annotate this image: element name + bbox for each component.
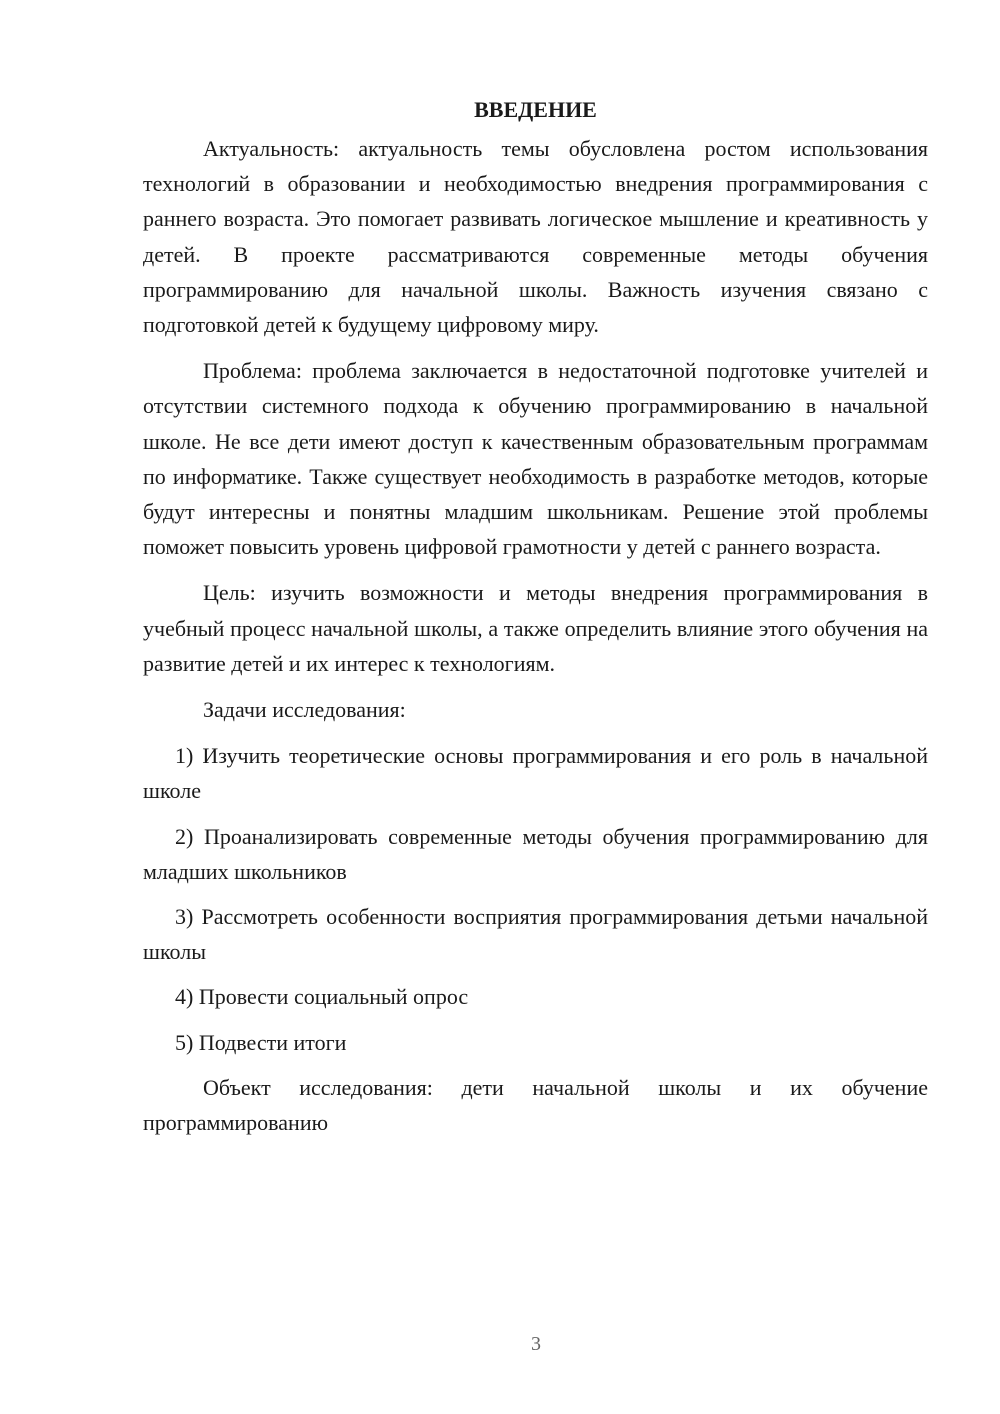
task-item-5: 5) Подвести итоги xyxy=(175,1029,347,1055)
tasks-list xyxy=(143,738,928,1060)
page-number: 3 xyxy=(531,1333,541,1355)
page-title: ВВЕДЕНИЕ xyxy=(474,97,597,122)
tasks-heading: Задачи исследования: xyxy=(203,697,406,723)
document-page xyxy=(143,92,928,1151)
relevance-paragraph: Актуальность: актуальность темы обусловлена ростом использования технологий в образовании и необходимостью внедрения программирования с раннего возраста. Это помогает развивать логическое мышление и креативность у детей. В проекте рассматриваются современные методы обучения программированию для начальной школы. Важность изучения связано с подготовкой детей к будущему цифровому миру. xyxy=(143,136,928,338)
task-item-2: 2) Проанализировать современные методы обучения программированию для младших школьников xyxy=(143,823,928,884)
problem-paragraph: Проблема: проблема заключается в недостаточной подготовке учителей и отсутствии системного подхода к обучению программированию в начальной школе. Не все дети имеют доступ к качественным образовательным программам по информатике. Также существует необходимость в разработке методов, которые будут интересны и понятны младшим школьникам. Решение этой проблемы поможет повысить уровень цифровой грамотности у детей с раннего возраста. xyxy=(143,358,928,560)
object-paragraph: Объект исследования: дети начальной школы и их обучение программированию xyxy=(143,1074,928,1136)
task-item-1: 1) Изучить теоретические основы программирования и его роль в начальной школе xyxy=(143,743,928,804)
goal-paragraph: Цель: изучить возможности и методы внедрения программирования в учебный процесс начальной школы, а также определить влияние этого обучения на развитие детей и их интерес к технологиям. xyxy=(143,580,928,676)
task-item-4: 4) Провести социальный опрос xyxy=(175,984,469,1010)
task-item-3: 3) Рассмотреть особенности восприятия программирования детьми начальной школы xyxy=(143,904,928,965)
